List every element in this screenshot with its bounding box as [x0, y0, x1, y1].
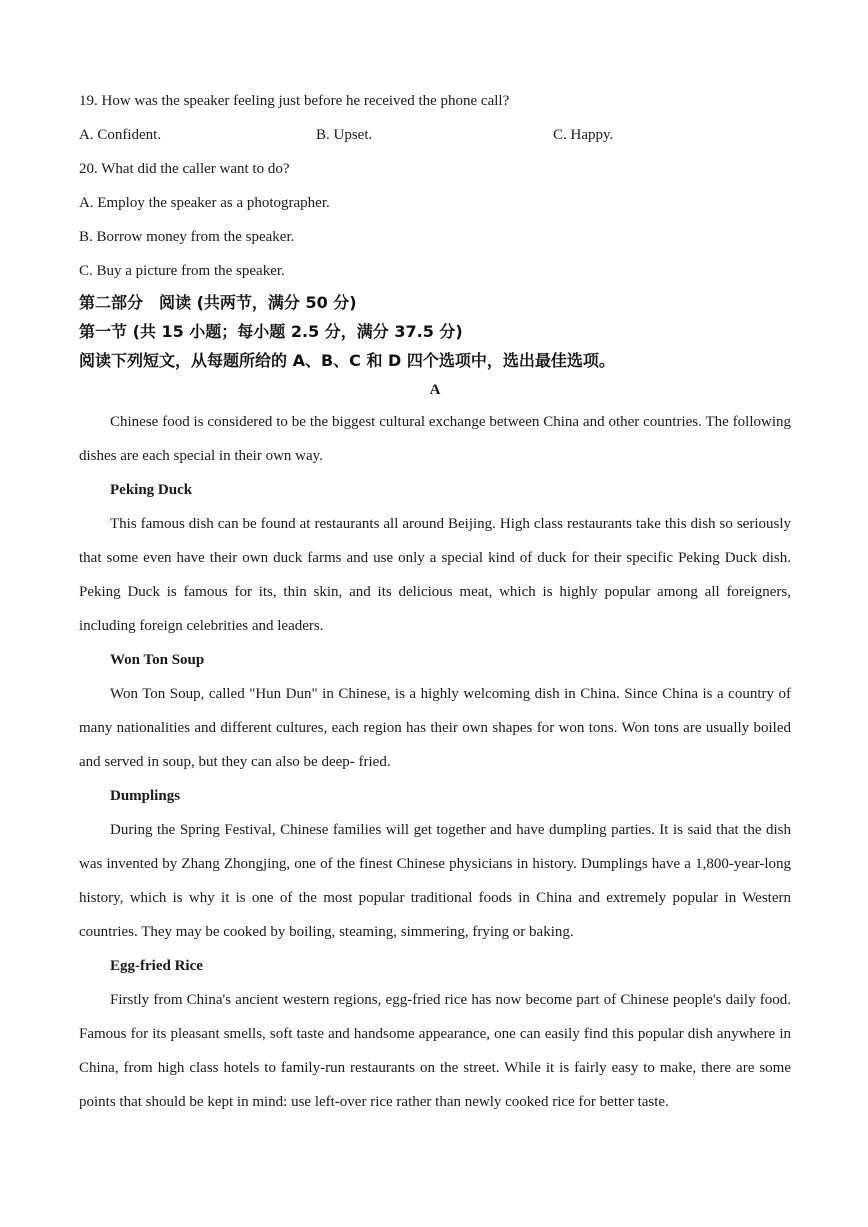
- dish-heading-egg-fried-rice: Egg-fried Rice: [110, 958, 203, 974]
- question-20-option-c: C. Buy a picture from the speaker.: [79, 263, 285, 279]
- passage-intro: Chinese food is considered to be the biggest cultural exchange between China and other countries. The following dishes are each special in their own way.: [79, 414, 791, 464]
- question-19-option-b: B. Upset.: [316, 127, 373, 143]
- question-20-option-a: A. Employ the speaker as a photographer.: [79, 195, 330, 211]
- dish-heading-dumplings: Dumplings: [110, 788, 181, 804]
- question-19-options: [79, 118, 791, 152]
- dish-text-dumplings: During the Spring Festival, Chinese families will get together and have dumpling parties. It is said that the dish was invented by Zhang Zhongjing, one of the finest Chinese physicians in history. Dumplings have a 1,800-year-long history, which is why it is one of the most popular traditional foods in China and extremely popular in Western countries. They may be cooked by boiling, steaming, simmering, frying or baking.: [79, 822, 791, 940]
- section-instruction: 阅读下列短文，从每题所给的 A、B、C 和 D 四个选项中，选出最佳选项。: [79, 351, 615, 370]
- question-20-option-b: B. Borrow money from the speaker.: [79, 229, 295, 245]
- dish-heading-won-ton-soup: Won Ton Soup: [110, 652, 205, 668]
- question-19-stem: 19. How was the speaker feeling just before he received the phone call?: [79, 93, 510, 109]
- dish-heading-peking-duck: Peking Duck: [110, 482, 193, 498]
- exam-page: [79, 84, 791, 1119]
- question-19-option-a: A. Confident.: [79, 127, 162, 143]
- part-title: 第二部分 阅读 (共两节，满分 50 分): [79, 293, 357, 312]
- dish-text-won-ton-soup: Won Ton Soup, called "Hun Dun" in Chinese, is a highly welcoming dish in China. Since China is a country of many nationalities and different cultures, each region has their own shapes for won tons. Won tons are usually boiled and served in soup, but they can also be deep- fried.: [79, 686, 791, 770]
- dish-text-peking-duck: This famous dish can be found at restaurants all around Beijing. High class restaurants take this dish so seriously that some even have their own duck farms and use only a special kind of duck for their specific Peking Duck dish. Peking Duck is famous for its, thin skin, and its delicious meat, which is highly popular among all foreigners, including foreign celebrities and leaders.: [79, 516, 791, 634]
- question-20-stem: 20. What did the caller want to do?: [79, 161, 290, 177]
- passage-letter: A: [429, 382, 441, 398]
- question-19-option-c: C. Happy.: [553, 127, 614, 143]
- subsection-title: 第一节 (共 15 小题；每小题 2.5 分，满分 37.5 分): [79, 322, 463, 341]
- dish-text-egg-fried-rice: Firstly from China's ancient western regions, egg-fried rice has now become part of Chinese people's daily food. Famous for its pleasant smells, soft taste and handsome appearance, one can easily find this popular dish anywhere in China, from high class hotels to family-run restaurants on the street. While it is fairly easy to make, there are some points that should be kept in mind: use left-over rice rather than newly cooked rice for better taste.: [79, 992, 791, 1110]
